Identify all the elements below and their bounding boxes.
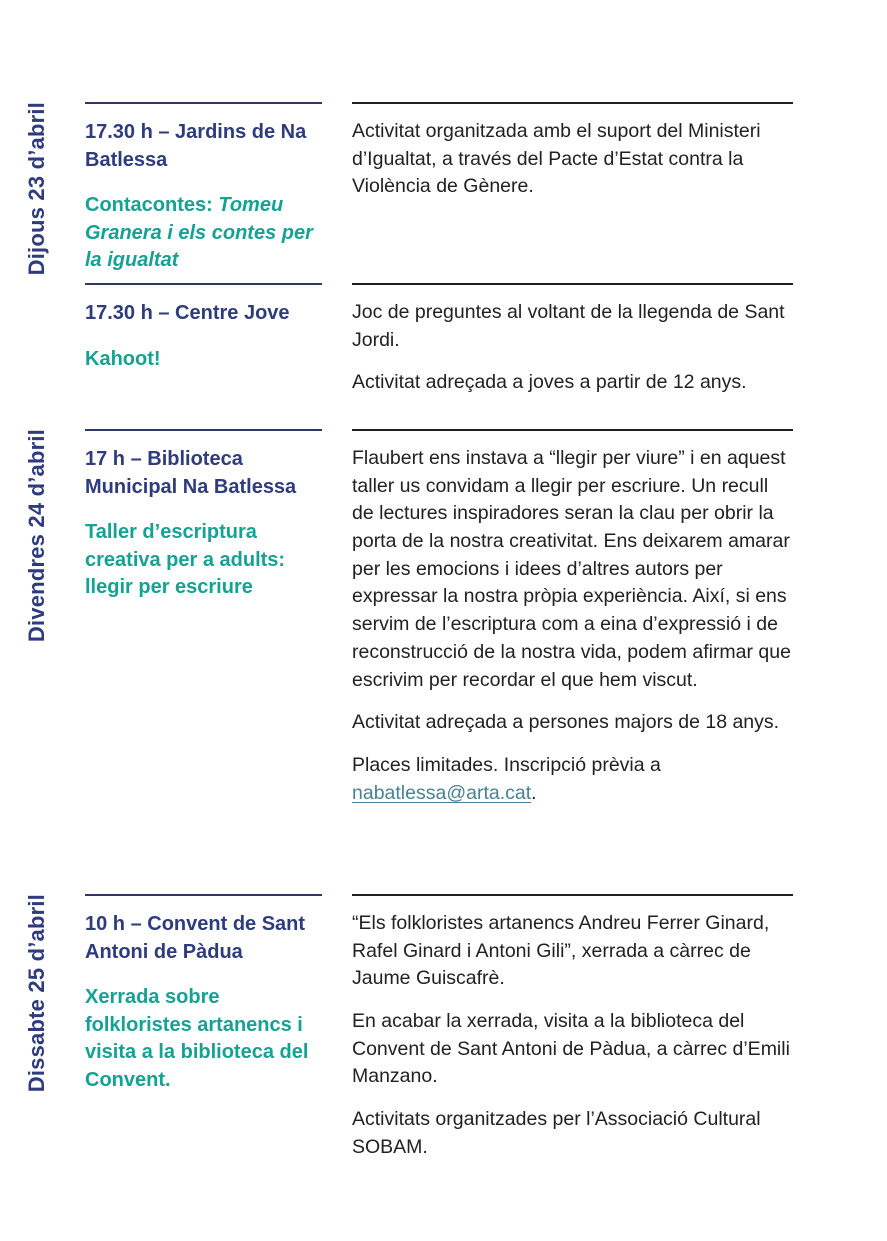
event-title-prefix: Contacontes: <box>85 194 219 217</box>
event-meta-column <box>85 283 322 429</box>
event-description-column <box>352 429 793 894</box>
event-title <box>85 192 318 275</box>
event-audience-note: Activitat adreçada a joves a partir de 12 anys. <box>352 371 747 394</box>
section-dissabte-xerrada <box>0 894 887 1194</box>
day-label-dissabte: Dissabte 25 d’abril <box>24 894 49 1093</box>
event-description: Activitat organitzada amb el suport del Ministeri d’Igualtat, a través del Pacte d’Estat contra la Violència de Gènere. <box>352 120 761 198</box>
event-title: Kahoot! <box>85 347 161 370</box>
section-divendres-taller <box>0 429 887 894</box>
day-label-column <box>0 283 85 429</box>
event-time-place: 17.30 h – Jardins de Na Batlessa <box>85 121 307 171</box>
event-description-column <box>352 283 793 429</box>
event-description: “Els folkloristes artanencs Andreu Ferrer Ginard, Rafel Ginard i Antoni Gili”, xerrada a càrrec de Jaume Guiscafrè. <box>352 912 770 990</box>
event-title: Taller d’escriptura creativa per a adults: llegir per escriure <box>85 521 286 599</box>
event-time-place: 17.30 h – Centre Jove <box>85 302 290 324</box>
section-dijous-contacontes <box>0 102 887 283</box>
day-label-divendres: Divendres 24 d’abril <box>24 429 49 643</box>
day-label-column <box>0 894 85 1194</box>
email-link[interactable]: nabatlessa@arta.cat <box>352 781 532 804</box>
event-title-italic: Tomeu Granera i els contes per la igualtat <box>85 194 313 272</box>
event-description-2: En acabar la xerrada, visita a la biblioteca del Convent de Sant Antoni de Pàdua, a càrrec d’Emili Manzano. <box>352 1010 790 1088</box>
event-audience-note: Activitat adreçada a persones majors de 18 anys. <box>352 711 780 734</box>
day-label-column <box>0 429 85 894</box>
event-time-place: 10 h – Convent de Sant Antoni de Pàdua <box>85 913 306 963</box>
event-organizer-note: Activitats organitzades per l’Associació Cultural SOBAM. <box>352 1108 761 1158</box>
event-meta-column <box>85 894 322 1194</box>
registration-text: Places limitades. Inscripció prèvia a <box>352 753 661 776</box>
event-time-place: 17 h – Biblioteca Municipal Na Batlessa <box>85 448 297 498</box>
event-description-column <box>352 102 793 283</box>
registration-text-end: . <box>531 781 537 804</box>
event-description-column <box>352 894 793 1194</box>
event-title: Xerrada sobre folkloristes artanencs i visita a la biblioteca del Convent. <box>85 986 309 1091</box>
event-description: Flaubert ens instava a “llegir per viure” i en aquest taller us convidam a llegir per escriure. Un recull de lectures inspiradores seran la clau per obrir la porta de la nostra creativitat. Ens deixarem amarar per les emocions i idees d’altres autors per expressar la nostra pròpia experiència. Així, si ens servim de l’escriptura com a eina d’expressió i de reconstrucció de la nostra vida, podem afirmar que escrivim per recordar el que hem viscut. <box>352 447 791 691</box>
event-description: Joc de preguntes al voltant de la llegenda de Sant Jordi. <box>352 301 785 351</box>
event-meta-column <box>85 429 322 894</box>
section-dijous-kahoot <box>0 283 887 429</box>
day-label-column <box>0 102 85 283</box>
event-registration-note <box>352 752 793 807</box>
event-meta-column <box>85 102 322 283</box>
day-label-dijous: Dijous 23 d’abril <box>24 102 49 276</box>
